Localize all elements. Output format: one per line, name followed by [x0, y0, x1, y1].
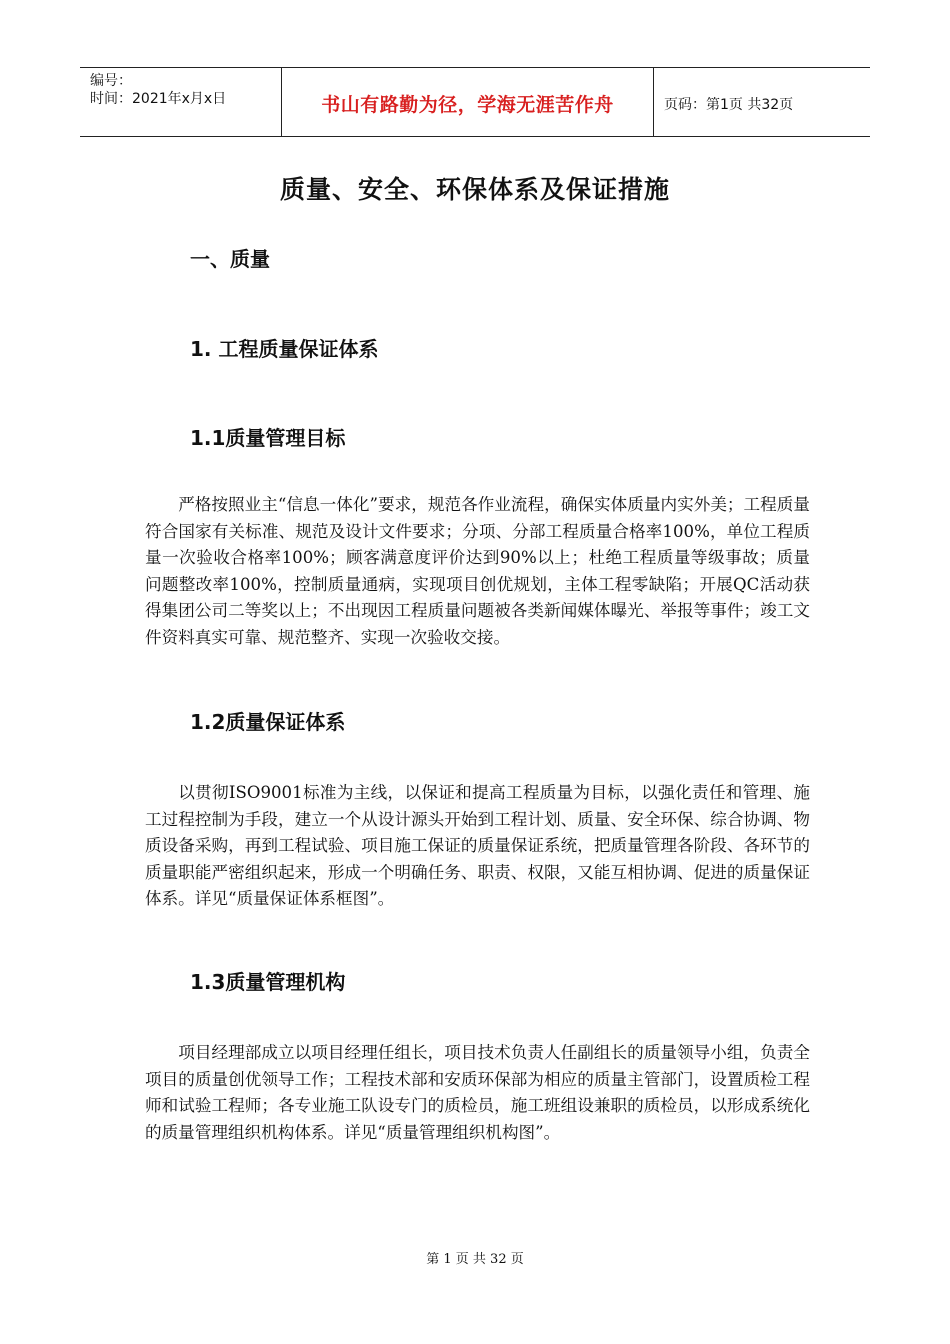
subheading-quality-system: 1. 工程质量保证体系	[190, 337, 379, 361]
header-meta-cell	[80, 68, 282, 136]
section-heading-quality: 一、质量	[190, 247, 270, 271]
time-label: 时间：2021年x月x日	[90, 91, 227, 107]
paragraph-quality-organization: 项目经理部成立以项目经理任组长，项目技术负责人任副组长的质量领导小组，负责全项目的质量创优领导工作；工程技术部和安质环保部为相应的质量主管部门，设置质检工程师和试验工程师；各专业施工队设专门的质检员，施工班组设兼职的质检员，以形成系统化的质量管理组织机构体系。详见“质量管理组织机构图”。	[145, 1043, 810, 1142]
page-footer: 第 1 页 共 32 页	[426, 1252, 524, 1267]
paragraph-quality-goals: 严格按照业主“信息一体化”要求，规范各作业流程，确保实体质量内实外美；工程质量符合国家有关标准、规范及设计文件要求；分项、分部工程质量合格率100%，单位工程质量一次验收合格率100%；顾客满意度评价达到90%以上；杜绝工程质量等级事故；质量问题整改率100%，控制质量通病，实现项目创优规划，主体工程零缺陷；开展QC活动获得集团公司二等奖以上；不出现因工程质量问题被各类新闻媒体曝光、举报等事件；竣工文件资料真实可靠、规范整齐、实现一次验收交接。	[145, 495, 810, 647]
header-page-info: 页码：第1页 共32页	[664, 97, 794, 113]
document-title: 质量、安全、环保体系及保证措施	[279, 175, 670, 204]
motto: 书山有路勤为径，学海无涯苦作舟	[321, 94, 614, 116]
header-motto-cell	[282, 68, 654, 136]
subheading-quality-assurance: 1.2质量保证体系	[190, 710, 346, 734]
subheading-quality-organization: 1.3质量管理机构	[190, 970, 346, 994]
paragraph-quality-assurance: 以贯彻ISO9001标准为主线，以保证和提高工程质量为目标，以强化责任和管理、施工过程控制为手段，建立一个从设计源头开始到工程计划、质量、安全环保、综合协调、物质设备采购，再到工程试验、项目施工保证的质量保证系统，把质量管理各阶段、各环节的质量职能严密组织起来，形成一个明确任务、职责、权限，又能互相协调、促进的质量保证体系。详见“质量保证体系框图”。	[145, 783, 810, 909]
serial-label: 编号：	[90, 73, 132, 89]
header-page-cell	[654, 68, 870, 136]
subheading-quality-goals: 1.1质量管理目标	[190, 426, 346, 450]
header-table	[80, 67, 870, 137]
